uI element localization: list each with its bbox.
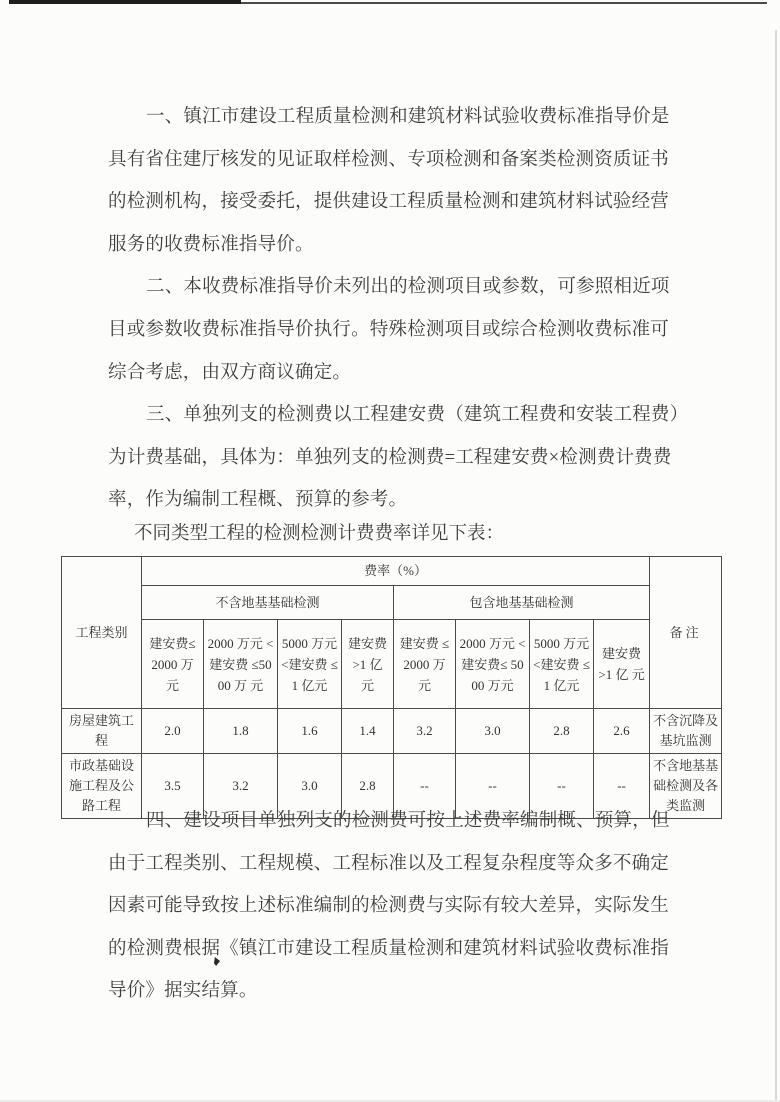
rate-cell: 1.4 <box>342 709 394 754</box>
scan-right-edge-line <box>775 30 777 1102</box>
paragraph-line: 综合考虑，由双方商议确定。 <box>108 362 352 383</box>
rate-cell: 3.2 <box>204 754 278 819</box>
remark-cell: 不含沉降及基坑监测 <box>650 709 722 754</box>
col-header: 2000 万元 <建安费≤ 5000 万元 <box>456 620 530 709</box>
paragraph-4 <box>108 800 674 1013</box>
rate-cell: 3.5 <box>142 754 204 819</box>
row-label: 房屋建筑工程 <box>62 709 142 754</box>
paragraph-line: 为计费基础，具体为：单独列支的检测费=工程建安费×检测费计费费 <box>108 447 672 468</box>
col-header: 5000 万元 <建安费 ≤1 亿元 <box>278 620 342 709</box>
remark-cell: 不含地基基础检测及各类监测 <box>650 754 722 819</box>
project-category-header: 工程类别 <box>62 557 142 709</box>
paragraph-line: 目或参数收费标准指导价执行。特殊检测项目或综合检测收费标准可 <box>108 319 670 340</box>
remark-header: 备注 <box>650 557 722 709</box>
paragraph-line: 导价》据实结算。 <box>108 981 258 1002</box>
rate-cell: 2.8 <box>530 709 594 754</box>
col-header: 建安费 >1 亿 元 <box>342 620 394 709</box>
paragraph-line: 的检测费根据《镇江市建设工程质量检测和建筑材料试验收费标准指 <box>108 938 670 959</box>
scan-top-edge-line-dark <box>9 0 241 4</box>
rate-cell: -- <box>456 754 530 819</box>
paragraph-line: 率，作为编制工程概、预算的参考。 <box>108 490 408 511</box>
col-header: 建安费 >1 亿 元 <box>594 620 650 709</box>
paragraph-line: 具有省住建厅核发的见证取样检测、专项检测和备案类检测资质证书 <box>108 149 670 170</box>
group-header-excluding-foundation: 不含地基基础检测 <box>142 586 394 620</box>
table-row <box>62 709 722 754</box>
rate-cell: 2.8 <box>342 754 394 819</box>
fee-rate-table-wrap <box>61 556 722 819</box>
col-header: 5000 万元 <建安费 ≤1 亿元 <box>530 620 594 709</box>
paragraph-line: 的检测机构，接受委托，提供建设工程质量检测和建筑材料试验经营 <box>108 192 670 213</box>
rate-cell: -- <box>594 754 650 819</box>
row-label: 市政基础设施工程及公路工程 <box>62 754 142 819</box>
paragraph-line: 因素可能导致按上述标准编制的检测费与实际有较大差异，实际发生 <box>108 896 670 917</box>
col-header: 建安费 ≤ 2000 万 元 <box>394 620 456 709</box>
paragraph-1 <box>108 96 674 266</box>
paragraph-line: 二、本收费标准指导价未列出的检测项目或参数，可参照相近项 <box>146 277 670 298</box>
fee-rate-table <box>61 556 722 819</box>
rate-cell: 3.2 <box>394 709 456 754</box>
table-intro-line: 不同类型工程的检测检测计费费率详见下表： <box>134 523 505 544</box>
col-header: 建安费≤ 2000 万元 <box>142 620 204 709</box>
paragraph-line: 一、镇江市建设工程质量检测和建筑材料试验收费标准指导价是 <box>146 107 670 127</box>
rate-cell: 3.0 <box>278 754 342 819</box>
rate-cell: 1.8 <box>204 709 278 754</box>
rate-cell: 2.0 <box>142 709 204 754</box>
paragraph-3 <box>108 394 689 522</box>
rate-cell: 1.6 <box>278 709 342 754</box>
body-text <box>108 96 689 554</box>
paragraph-line: 由于工程类别、工程规模、工程标准以及工程复杂程度等众多不确定 <box>108 853 670 874</box>
group-header-including-foundation: 包含地基基础检测 <box>394 586 650 620</box>
rate-cell: -- <box>394 754 456 819</box>
col-header: 2000 万元 <建安费 ≤5000 万 元 <box>204 620 278 709</box>
paragraph-line: 服务的收费标准指导价。 <box>108 234 314 255</box>
paragraph-line: 三、单独列支的检测费以工程建安费（建筑工程费和安装工程费） <box>146 405 689 426</box>
paragraph-2 <box>108 266 674 394</box>
rate-percent-header: 费率（%） <box>142 557 650 586</box>
paragraph-line: 四、建设项目单独列支的检测费可按上述费率编制概、预算，但 <box>146 811 670 831</box>
rate-cell: -- <box>530 754 594 819</box>
rate-cell: 3.0 <box>456 709 530 754</box>
rate-cell: 2.6 <box>594 709 650 754</box>
